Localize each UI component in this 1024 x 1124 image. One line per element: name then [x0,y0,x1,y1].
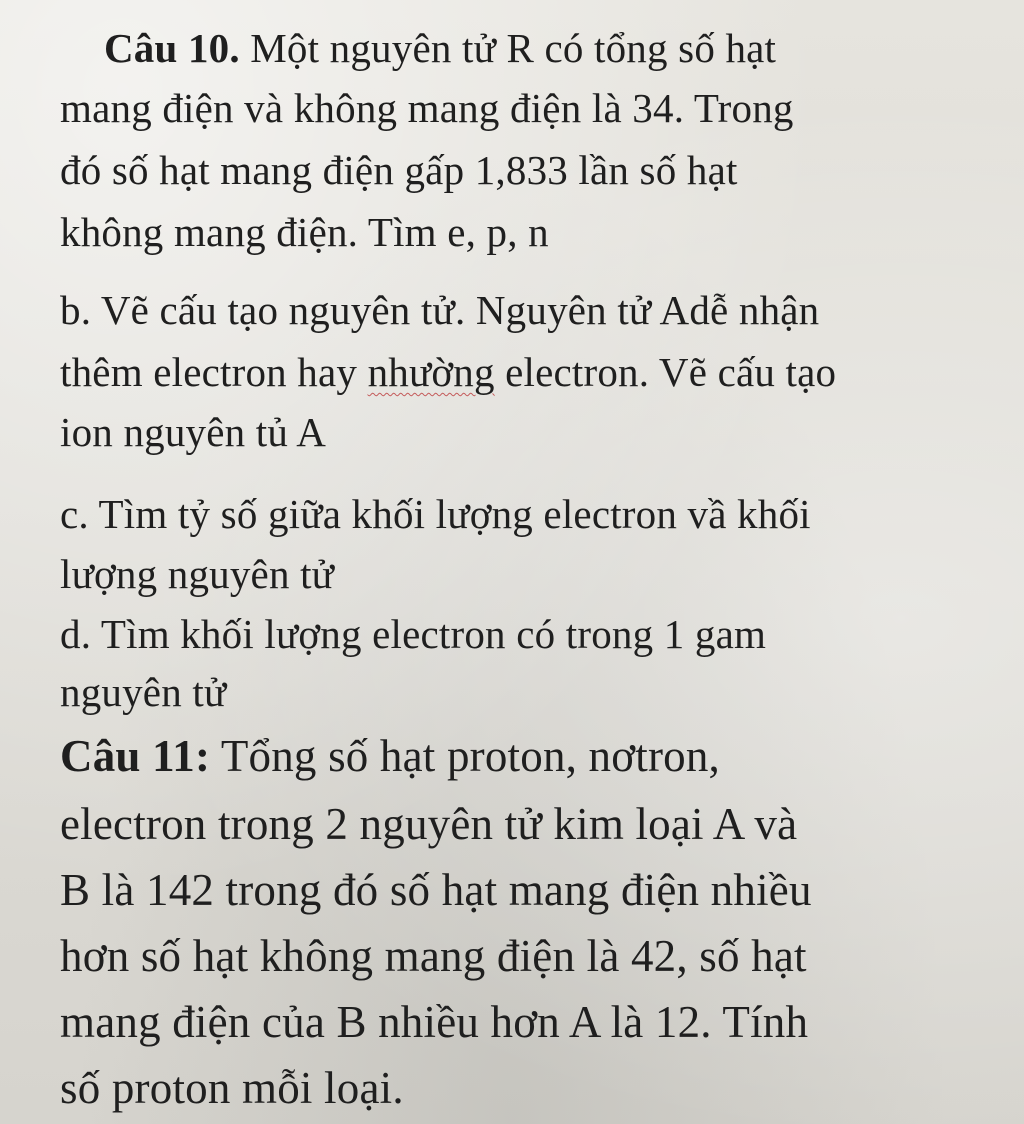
q10-line-1-text: Một nguyên tử R có tổng số hạt [250,25,777,71]
q11-line-2: electron trong 2 nguyên tử kim loại A và [60,799,798,849]
q10-part-c-line-1: c. Tìm tỷ số giữa khối lượng electron vầ khối [60,491,811,537]
q10-part-d-line-1: d. Tìm khối lượng electron có trong 1 gam [60,611,767,657]
q10-line-2: mang điện và không mang điện là 34. Trong [60,85,794,131]
q10-line-4: không mang điện. Tìm e, p, n [60,209,549,255]
q11-line-6: số proton mỗi loại. [60,1063,404,1113]
q11-line-4: hơn số hạt không mang điện là 42, số hạt [60,931,807,981]
q10-part-d-line-2: nguyên tử [60,669,227,715]
q11-line-1-text: Tổng số hạt proton, nơtron, [220,731,720,781]
q10-part-b-line-2-end: electron. Vẽ cấu tạo [505,349,837,395]
q11-line-3: B là 142 trong đó số hạt mang điện nhiều [60,865,812,915]
q11-line-5: mang điện của B nhiều hơn A là 12. Tính [60,997,809,1047]
q10-part-b-line-3: ion nguyên tủ A [60,409,327,455]
q10-part-b-line-2 [60,349,976,395]
q10-label: Câu 10. [104,25,240,71]
q10-part-b-line-2-start: thêm electron hay [60,349,358,395]
q11-label: Câu 11: [60,731,211,781]
q10-part-c-line-2: lượng nguyên tử [60,551,335,597]
q10-line-1 [104,25,976,71]
q10-part-b-line-1: b. Vẽ cấu tạo nguyên tử. Nguyên tử Adễ nhận [60,287,820,333]
q10-line-3: đó số hạt mang điện gấp 1,833 lần số hạt [60,147,738,193]
q11-line-1 [60,731,976,781]
spellcheck-marked-word: nhường [367,349,495,395]
